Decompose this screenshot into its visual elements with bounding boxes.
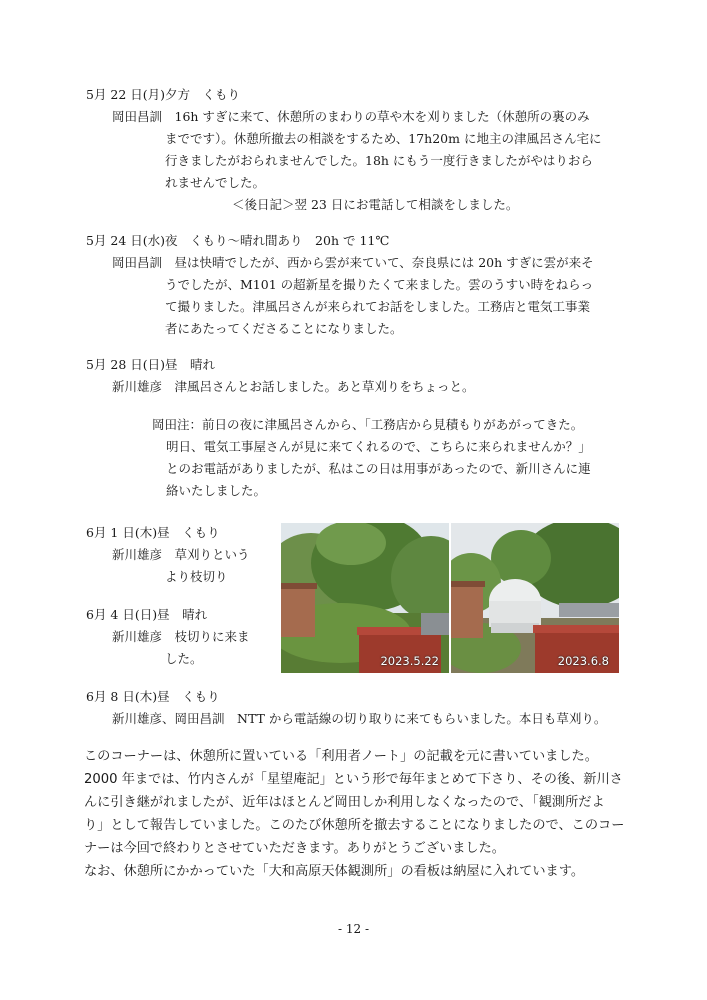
entry-postscript: ＜後日記＞翌 23 日にお電話して相談をしました。	[232, 197, 519, 212]
entry-text-line: 岡田昌訓 16h すぎに来て、休憩所のまわりの草や木を刈りました（休憩所の裏のみ	[112, 109, 590, 124]
entry-date: 6月 8 日(木)昼 くもり	[86, 689, 220, 704]
photo-date-stamp: 2023.6.8	[557, 654, 609, 668]
closing-line: このコーナーは、休憩所に置いている「利用者ノート」の記載を元に書いていました。	[84, 749, 598, 764]
closing-line: 2000 年までは、竹内さんが「星望庵記」という形で毎年まとめて下さり、その後、新川さ	[84, 772, 623, 787]
closing-line: ナーは今回で終わりとさせていただきます。ありがとうございました。	[84, 841, 505, 856]
entry-text-line: 新川雄彦 枝切りに来ま	[112, 629, 250, 644]
entry-text-line: より枝切り	[165, 569, 228, 584]
editor-note-line: とのお電話がありましたが、私はこの日は用事があったので、新川さんに連	[166, 461, 591, 476]
entry-text-line: 新川雄彦 草刈りという	[112, 547, 250, 562]
entry-date: 6月 1 日(木)昼 くもり	[86, 525, 220, 540]
entry-date: 5月 24 日(水)夜 くもり～晴れ間あり 20h で 11℃	[86, 233, 390, 248]
entry-text-line: うでしたが、M101 の超新星を撮りたくて来ました。雲のうすい時をねらっ	[165, 277, 594, 292]
closing-line: なお、休憩所にかかっていた「大和高原天体観測所」の看板は納屋に入れています。	[84, 864, 585, 879]
entry-text-line: 岡田昌訓 昼は快晴でしたが、西から雲が来ていて、奈良県には 20h すぎに雲が来そ	[112, 255, 594, 270]
entry-text-line: て撮りました。津風呂さんが来られてお話をしました。工務店と電気工事業	[165, 299, 591, 314]
entry-date: 5月 28 日(日)昼 晴れ	[86, 357, 216, 372]
page-number: - 12 -	[337, 922, 369, 936]
closing-line: んに引き継がれましたが、近年はほとんど岡田しか利用しなくなったので、「観測所だよ	[84, 795, 605, 810]
photo-image	[281, 523, 449, 673]
editor-note-line: 岡田注：前日の夜に津風呂さんから、「工務店から見積もりがあがってきた。	[152, 417, 584, 432]
entry-date: 6月 4 日(日)昼 晴れ	[86, 607, 208, 622]
editor-note-line: 明日、電気工事屋さんが見に来てくれるので、こちらに来られませんか？」	[166, 439, 591, 454]
entry-date: 5月 22 日(月)夕方 くもり	[86, 87, 241, 102]
entry-text-line: れませんでした。	[165, 175, 266, 190]
entry-text-line: 者にあたってくださることになりました。	[165, 321, 403, 336]
entry-text-line: 新川雄彦 津風呂さんとお話しました。あと草刈りをちょっと。	[112, 379, 475, 394]
photo-rest-house-2023-05-22	[281, 523, 449, 673]
entry-text-line: 新川雄彦、岡田昌訓 NTT から電話線の切り取りに来てもらいました。本日も草刈り。	[112, 711, 607, 726]
photo-dome-2023-06-08	[451, 523, 619, 673]
entry-text-line: 行きましたがおられませんでした。18h にもう一度行きましたがやはりおら	[165, 153, 593, 168]
photo-date-stamp: 2023.5.22	[380, 654, 439, 668]
closing-line: り」として報告していました。このたび休憩所を撤去することになりましたので、このコー	[84, 818, 625, 833]
entry-text-line: までです）。休憩所撤去の相談をするため、17h20m に地主の津風呂さん宅に	[165, 131, 602, 146]
editor-note-line: 絡いたしました。	[166, 483, 267, 498]
entry-text-line: した。	[165, 651, 203, 666]
photo-image	[451, 523, 619, 673]
